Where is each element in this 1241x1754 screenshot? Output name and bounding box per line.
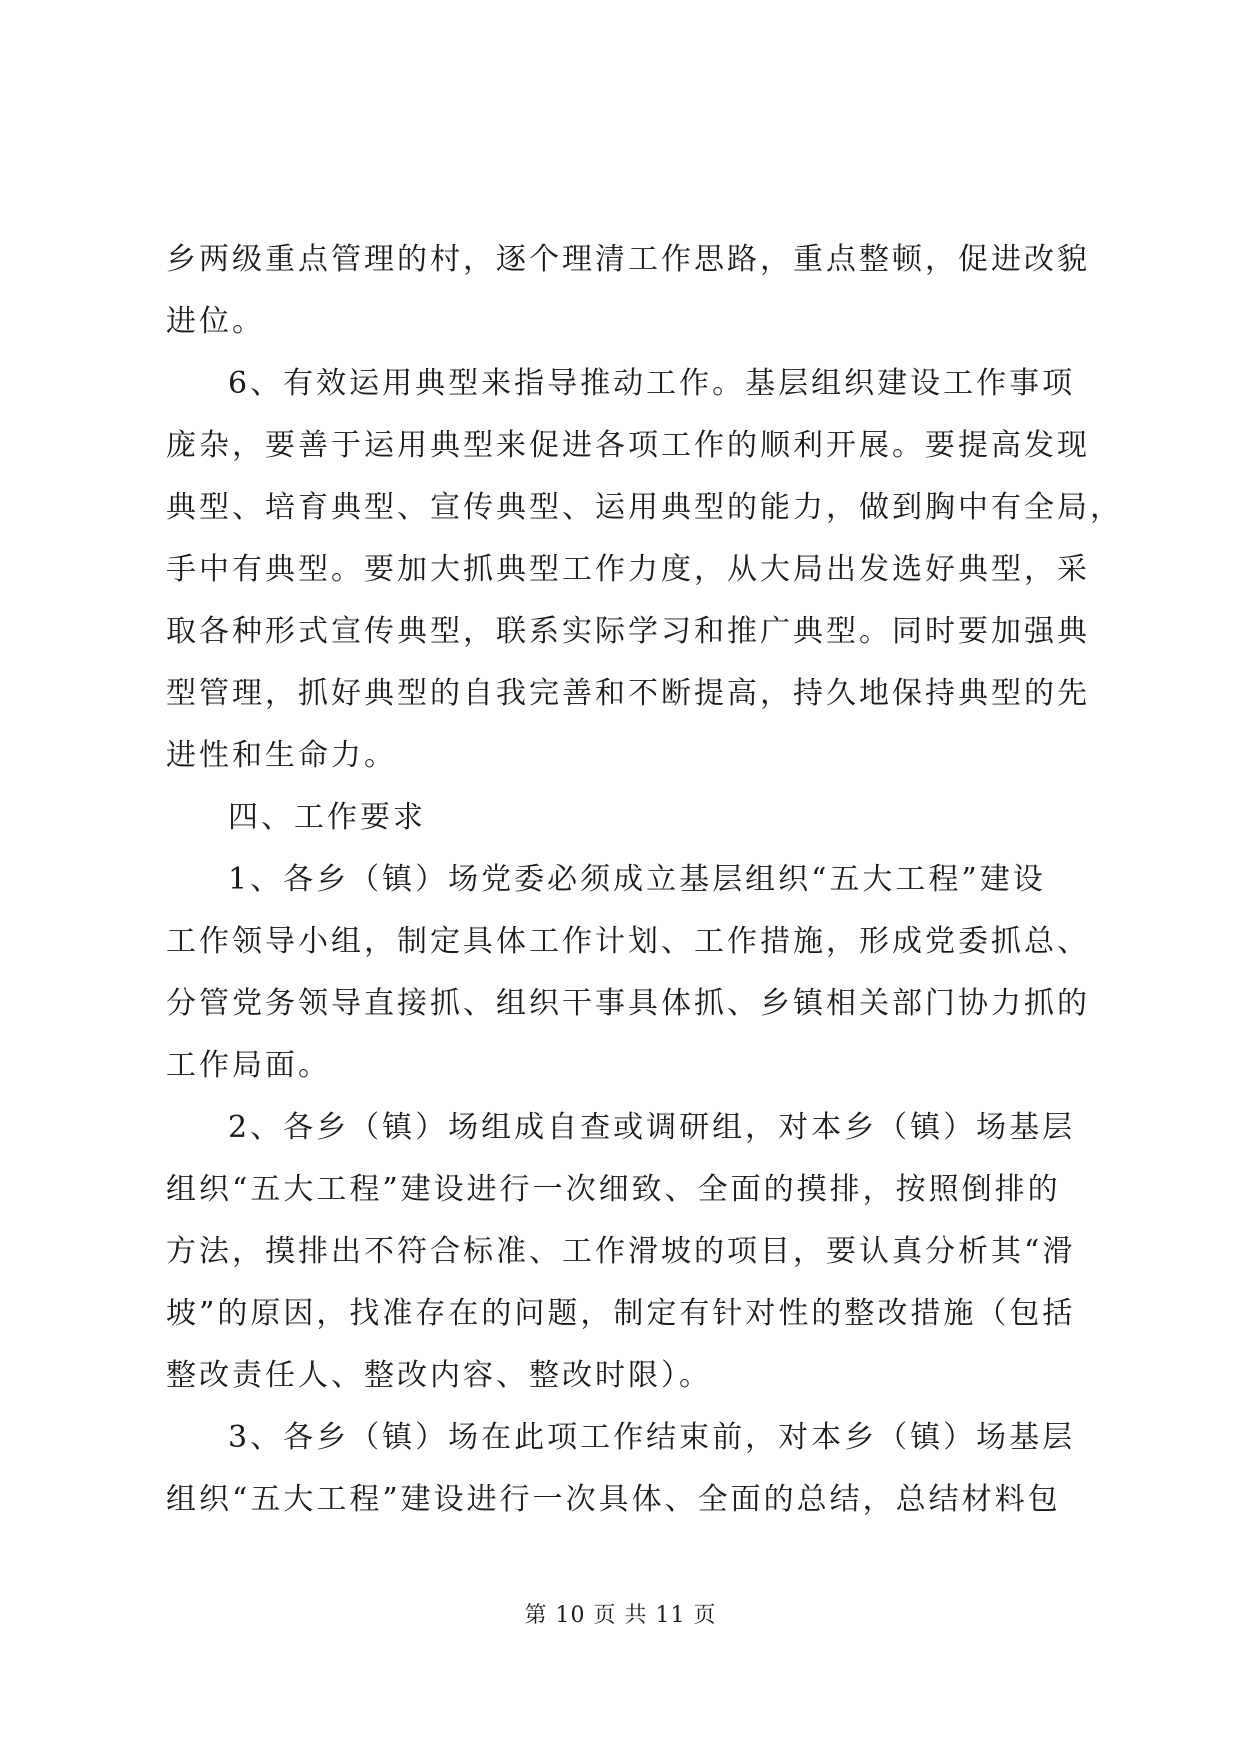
text-line: 手中有典型。要加大抓典型工作力度，从大局出发选好典型，采 (166, 552, 1090, 587)
text-line: 6、有效运用典型来指导推动工作。基层组织建设工作事项 (228, 366, 1076, 401)
text-line: 乡两级重点管理的村，逐个理清工作思路，重点整顿，促进改貌 (166, 242, 1090, 277)
text-line: 典型、培育典型、宣传典型、运用典型的能力，做到胸中有全局， (166, 490, 1123, 525)
text-line: 进性和生命力。 (166, 738, 397, 773)
text-line: 进位。 (166, 304, 265, 339)
text-line: 整改责任人、整改内容、整改时限）。 (166, 1358, 712, 1393)
page-footer (0, 1600, 1241, 1632)
section-heading: 四、工作要求 (228, 800, 426, 835)
text-line: 1、各乡（镇）场党委必须成立基层组织“五大工程”建设 (228, 862, 1046, 897)
body-text (166, 229, 1123, 1531)
text-line: 方法，摸排出不符合标准、工作滑坡的项目，要认真分析其“滑 (166, 1234, 1076, 1269)
text-line: 2、各乡（镇）场组成自查或调研组，对本乡（镇）场基层 (228, 1110, 1076, 1145)
text-line: 分管党务领导直接抓、组织干事具体抓、乡镇相关部门协力抓的 (166, 986, 1090, 1021)
text-line: 工作领导小组，制定具体工作计划、工作措施，形成党委抓总、 (166, 924, 1090, 959)
text-line: 3、各乡（镇）场在此项工作结束前，对本乡（镇）场基层 (228, 1420, 1076, 1455)
text-line: 取各种形式宣传典型，联系实际学习和推广典型。同时要加强典 (166, 614, 1090, 649)
text-line: 组织“五大工程”建设进行一次细致、全面的摸排，按照倒排的 (166, 1172, 1061, 1207)
text-line: 组织“五大工程”建设进行一次具体、全面的总结，总结材料包 (166, 1482, 1061, 1517)
text-line: 坡”的原因，找准存在的问题，制定有针对性的整改措施（包括 (166, 1296, 1076, 1331)
page-number: 第 10 页 共 11 页 (524, 1603, 717, 1628)
text-line: 型管理，抓好典型的自我完善和不断提高，持久地保持典型的先 (166, 676, 1090, 711)
text-line: 工作局面。 (166, 1048, 331, 1083)
text-line: 庞杂，要善于运用典型来促进各项工作的顺利开展。要提高发现 (166, 428, 1090, 463)
